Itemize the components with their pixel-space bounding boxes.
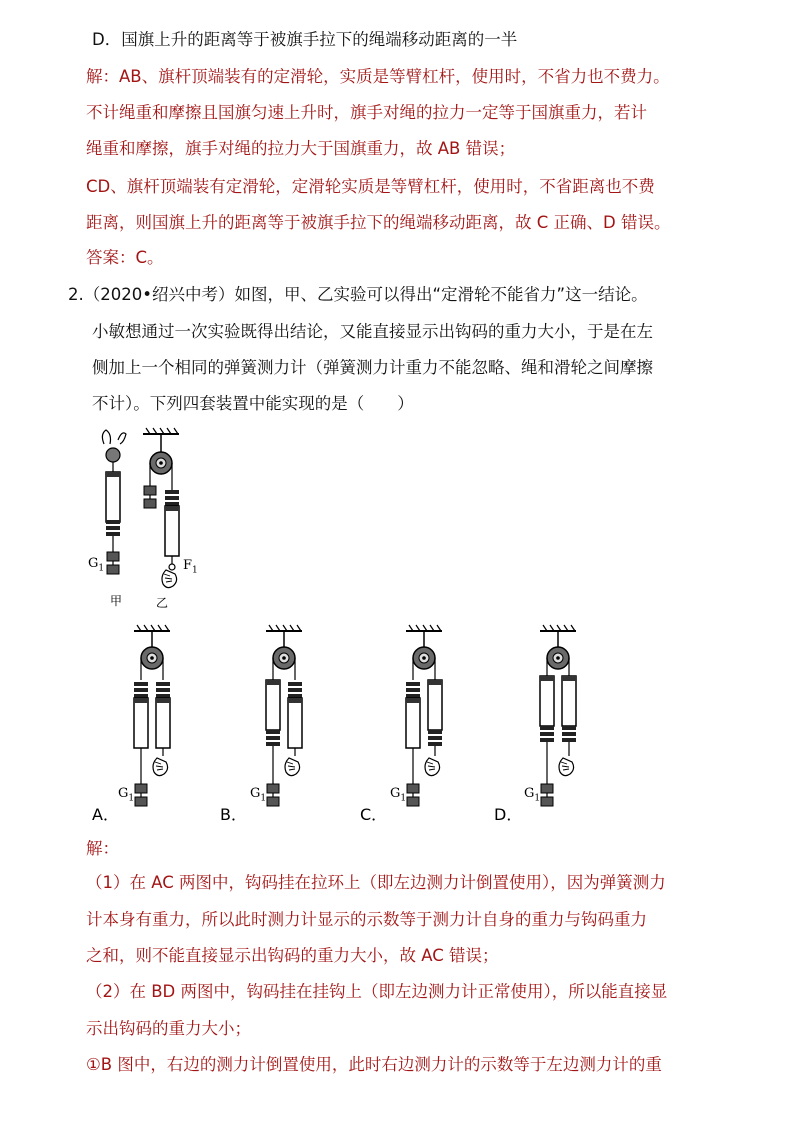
question-2-stem-1: 2.（2020•绍兴中考）如图，甲、乙实验可以得出“定滑轮不能省力”这一结论。	[68, 285, 648, 304]
option-d-text: D．国旗上升的距离等于被旗手拉下的绳端移动距离的一半	[92, 30, 518, 49]
option-c-apparatus	[406, 625, 442, 806]
label-f1: $F_1$	[183, 558, 198, 576]
label-g1-jia: $G_1$	[88, 556, 105, 574]
label-g1-a: $G_1$	[118, 786, 135, 804]
question-2-stem-4: 不计）。下列四套装置中能实现的是（ ）	[92, 394, 414, 413]
label-g1-d: $G_1$	[524, 786, 541, 804]
figure-jia	[102, 430, 126, 574]
q2-solution-line-6: ①B 图中，右边的测力计倒置使用，此时右边测力计的示数等于左边测力计的重	[86, 1055, 662, 1074]
q2-solution-line-1: （1）在 AC 两图中，钩码挂在拉环上（即左边测力计倒置使用），因为弹簧测力	[86, 873, 666, 892]
solution-line-1: 解：AB、旗杆顶端装有的定滑轮，实质是等臂杠杆，使用时，不省力也不费力。	[86, 67, 670, 86]
solution-line-3: 绳重和摩擦，旗手对绳的拉力大于国旗重力，故 AB 错误；	[86, 139, 516, 158]
label-yi: 乙	[156, 596, 169, 610]
label-jia: 甲	[110, 594, 123, 608]
label-g1-c: $G_1$	[390, 786, 407, 804]
figure-yi	[143, 428, 179, 588]
option-d-apparatus	[540, 625, 576, 806]
solution-line-2: 不计绳重和摩擦且国旗匀速上升时，旗手对绳的拉力一定等于国旗重力，若计	[86, 103, 647, 122]
option-d-label: D．	[494, 805, 523, 824]
option-a-apparatus	[134, 625, 170, 806]
solution-line-4: CD、旗杆顶端装有定滑轮，定滑轮实质是等臂杠杆，使用时，不省距离也不费	[86, 177, 655, 196]
q2-solution-line-2: 计本身有重力，所以此时测力计显示的示数等于测力计自身的重力与钩码重力	[86, 910, 647, 929]
question-2-stem-2: 小敏想通过一次实验既得出结论，又能直接显示出钩码的重力大小，于是在左	[92, 322, 653, 341]
answer-line: 答案：C。	[86, 248, 164, 267]
q2-solution-line-5: 示出钩码的重力大小；	[86, 1019, 251, 1038]
option-a-label: A．	[92, 805, 119, 824]
option-c-label: C．	[360, 805, 388, 824]
label-g1-b: $G_1$	[250, 786, 267, 804]
q2-solution-heading: 解：	[86, 839, 119, 858]
option-b-apparatus	[266, 625, 302, 806]
question-2-stem-3: 侧加上一个相同的弹簧测力计（弹簧测力计重力不能忽略、绳和滑轮之间摩擦	[92, 358, 653, 377]
q2-solution-line-4: （2）在 BD 两图中，钩码挂在挂钩上（即左边测力计正常使用），所以能直接显	[86, 982, 668, 1001]
solution-line-5: 距离，则国旗上升的距离等于被旗手拉下的绳端移动距离，故 C 正确、D 错误。	[86, 213, 671, 232]
q2-solution-line-3: 之和，则不能直接显示出钩码的重力大小，故 AC 错误；	[86, 946, 499, 965]
option-b-label: B．	[220, 805, 247, 824]
